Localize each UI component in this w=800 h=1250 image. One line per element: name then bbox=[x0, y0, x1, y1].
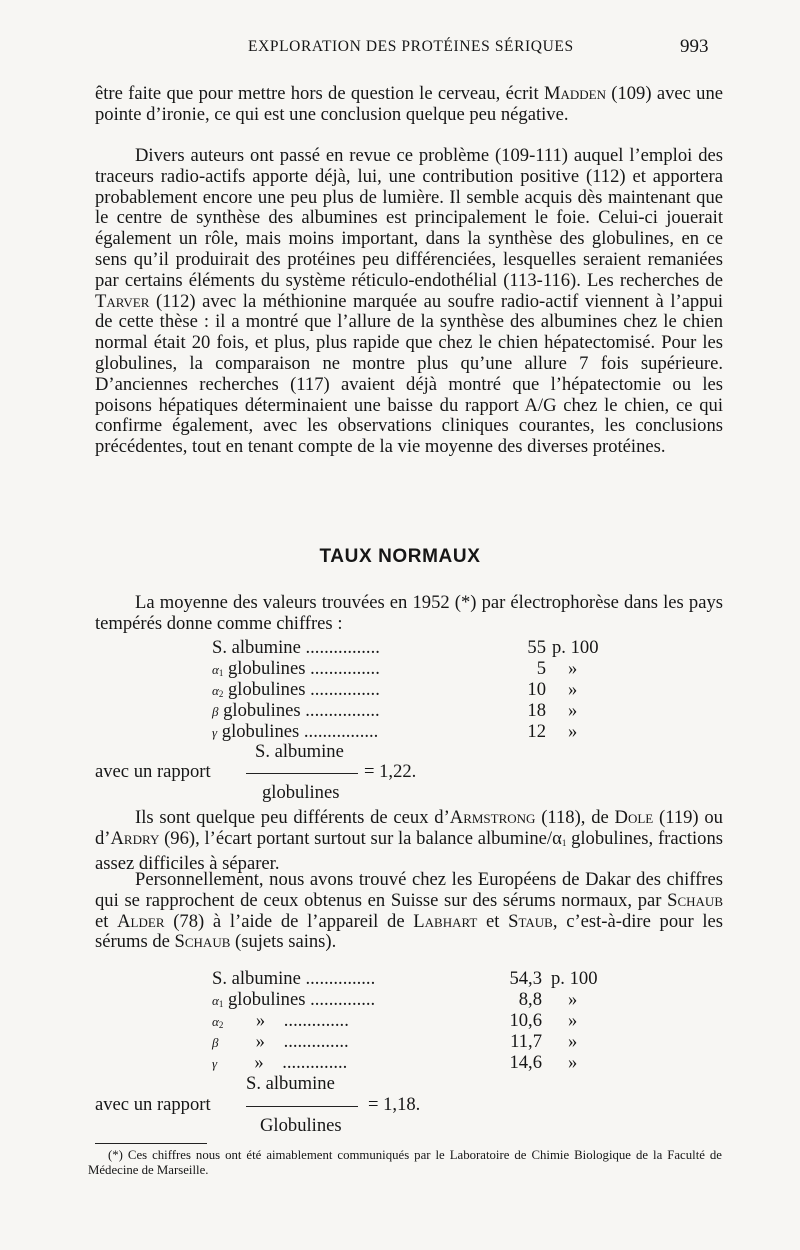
ratio-denominator: Globulines bbox=[260, 1115, 342, 1136]
table-value: 8,8 bbox=[518, 989, 542, 1010]
paragraph-3: La moyenne des valeurs trouvées en 1952 (*) par électrophorèse dans les pays tempérés donne comme chiffres : bbox=[95, 592, 723, 634]
table-row: S. albumine ................ 55 bbox=[212, 637, 546, 658]
ratio-result: = 1,22. bbox=[364, 761, 417, 782]
table-unit: » bbox=[568, 700, 578, 721]
author-name: Alder bbox=[117, 910, 165, 932]
footnote-marker: (*) bbox=[108, 1148, 123, 1162]
table-unit: » bbox=[568, 1031, 578, 1052]
table-unit: » bbox=[568, 1010, 578, 1031]
ratio-numerator: S. albumine bbox=[255, 741, 344, 762]
table-row: β globulines ................ 18 bbox=[212, 700, 546, 721]
paragraph-5: Personnellement, nous avons trouvé chez les Européens de Dakar des chiffres qui se rapprochent de ceux obtenus en Suisse sur des sérums normaux, par Schaub et Alder (78) à l’aide de l’appareil de Labhart et Staub, c’est-à-dire pour les sérums de Schaub (sujets sains). bbox=[95, 869, 723, 953]
table-unit: » bbox=[568, 1052, 578, 1073]
fraction-bar bbox=[246, 773, 358, 774]
table-row: $\alpha_2$ globulines ............... 10 bbox=[212, 679, 546, 700]
author-name: Staub bbox=[508, 910, 553, 932]
table-unit: » bbox=[568, 658, 578, 679]
table-unit: » bbox=[568, 989, 578, 1010]
ratio-result: = 1,18. bbox=[368, 1094, 421, 1115]
author-name: Schaub bbox=[667, 889, 723, 911]
fraction-bar bbox=[246, 1106, 358, 1107]
ratio-denominator: globulines bbox=[262, 782, 340, 803]
table-row: $\alpha_1$ globulines ............... 5 bbox=[212, 658, 546, 679]
ratio-prefix: avec un rapport bbox=[95, 1094, 211, 1115]
table-value: 10,6 bbox=[509, 1010, 542, 1031]
author-name: Tarver bbox=[95, 290, 150, 312]
running-header: EXPLORATION DES PROTÉINES SÉRIQUES bbox=[248, 38, 574, 55]
author-name: Labhart bbox=[413, 910, 478, 932]
table-value: 14,6 bbox=[509, 1052, 542, 1073]
paragraph-2: Divers auteurs ont passé en revue ce problème (109-111) auquel l’emploi des traceurs radio-actifs apporte déjà, lui, une contribution positive (112) et apportera probablement encore une peu plus de lumière. Il semble acquis dès maintenant que le centre de synthèse des albumines est principalement le foie. Celui-ci jouerait également un rôle, mais moins important, dans la synthèse des globulines, en ce sens qu’il produirait des protéines peu différenciées, lesquelles seraient remaniées par certains éléments du système réticulo-endothélial (113-116). Les recherches de Tarver (112) avec la méthionine marquée au soufre radio-actif viennent à l’appui de cette thèse : il a montré que l’allure de la synthèse des albumines chez le chien normal était 20 fois, et plus, plus rapide que chez le chien hépatectomisé. Pour les globulines, la comparaison ne montre plus qu’une allure 7 fois supérieure. D’anciennes recherches (117) avaient déjà montré que l’hépatectomie ou les poisons hépatiques déterminaient une baisse du rapport A/G chez le chien, ce qui confirme également, avec les observations cliniques courantes, les conclusions précédentes, tout en tenant compte de la vie moyenne des diverses protéines. bbox=[95, 145, 723, 458]
table-value: 55 bbox=[527, 637, 546, 658]
page-number: 993 bbox=[680, 36, 709, 57]
author-name: Dole bbox=[614, 807, 654, 828]
table-unit: » bbox=[568, 721, 578, 742]
footnote: (*) Ces chiffres nous ont été aimablement communiqués par le Laboratoire de Chimie Biologique de la Faculté de Médecine de Marseille. bbox=[88, 1148, 722, 1177]
table-value: 11,7 bbox=[510, 1031, 542, 1052]
table-unit: » bbox=[568, 679, 578, 700]
table-row: $\alpha_2$ » .............. 10,6 bbox=[212, 1010, 542, 1031]
author-name: Armstrong bbox=[449, 807, 536, 828]
author-name: Schaub bbox=[174, 931, 231, 953]
table-value: 5 bbox=[536, 658, 546, 679]
table-value: 54,3 bbox=[509, 968, 542, 989]
section-title: TAUX NORMAUX bbox=[319, 546, 481, 567]
paragraph-4: Ils sont quelque peu différents de ceux d’Armstrong (118), de Dole (119) ou d’Ardry (96), l’écart portant surtout sur la balance albumine/$\alpha_1$ globulines, fractions assez difficiles à séparer. bbox=[95, 807, 723, 874]
table-value: 18 bbox=[527, 700, 546, 721]
table-row: $\alpha_1$ globulines .............. 8,8 bbox=[212, 989, 542, 1010]
table-value: 12 bbox=[527, 721, 546, 742]
paragraph-1: être faite que pour mettre hors de question le cerveau, écrit Madden (109) avec une pointe d’ironie, ce qui est une conclusion quelque peu négative. bbox=[95, 83, 724, 125]
table-unit: p. 100 bbox=[552, 637, 599, 658]
table-row: γ » .............. 14,6 bbox=[212, 1052, 542, 1073]
ratio-numerator: S. albumine bbox=[246, 1073, 335, 1094]
ratio-prefix: avec un rapport bbox=[95, 761, 211, 782]
table-unit: p. 100 bbox=[551, 968, 598, 989]
author-name: Madden bbox=[543, 83, 606, 104]
table-row: γ globulines ................ 12 bbox=[212, 721, 546, 742]
table-row: β » .............. 11,7 bbox=[212, 1031, 542, 1052]
author-name: Ardry bbox=[110, 827, 160, 849]
table-row: S. albumine ............... 54,3 bbox=[212, 968, 542, 989]
table-value: 10 bbox=[527, 679, 546, 700]
footnote-rule bbox=[95, 1143, 207, 1144]
